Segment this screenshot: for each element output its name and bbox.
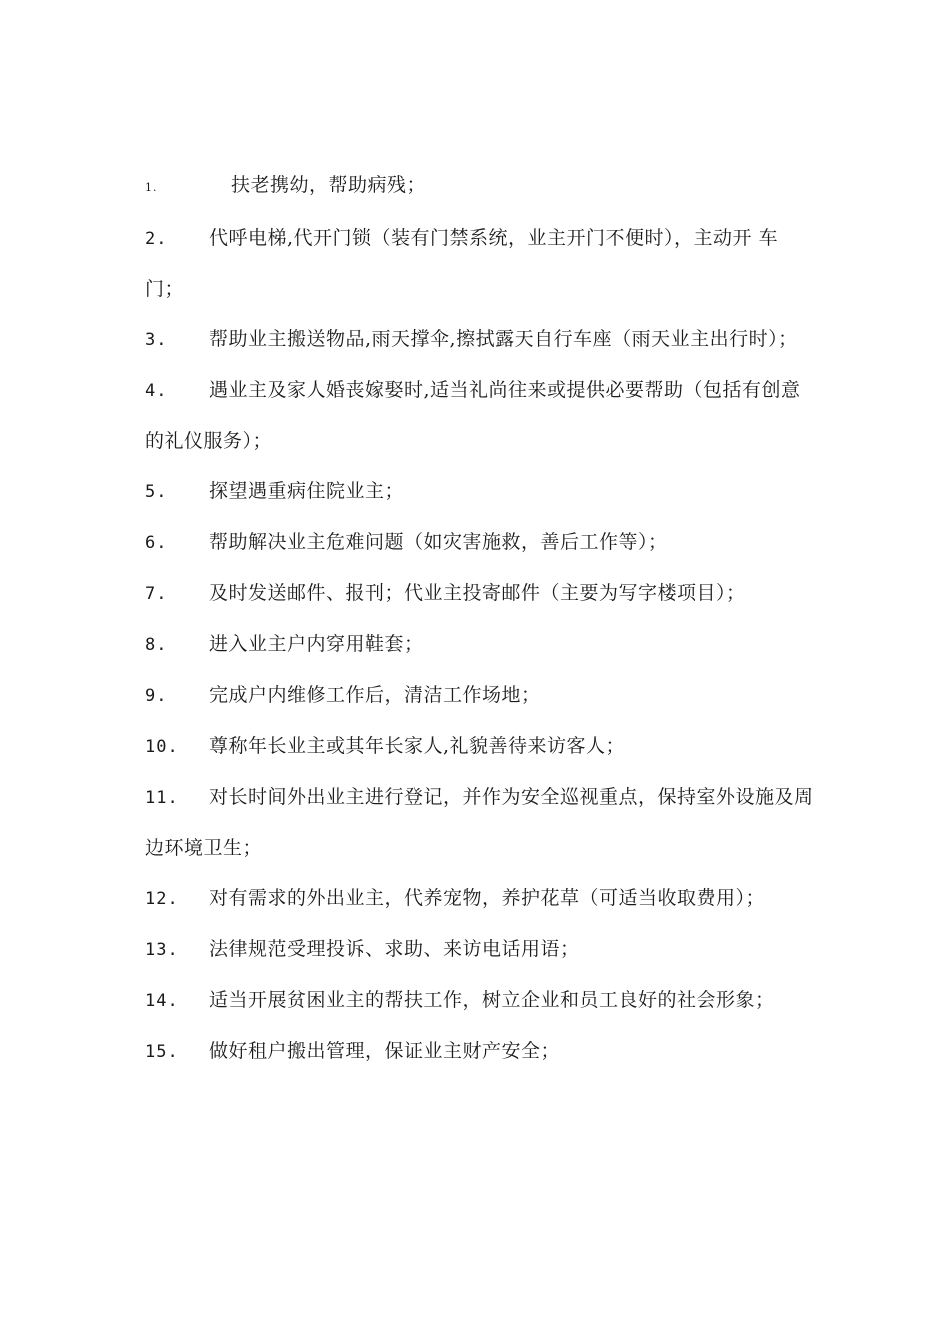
item-number: 7.: [145, 584, 168, 604]
list-item: [145, 772, 815, 873]
item-number: 11.: [145, 788, 179, 808]
list-item: [145, 160, 815, 213]
item-number: 5.: [145, 482, 168, 502]
item-number: 15.: [145, 1042, 179, 1062]
item-text: 代呼电梯,代开门锁（装有门禁系统，业主开门不便时），主动开 车门；: [145, 227, 779, 300]
item-text: 帮助解决业主危难问题（如灾害施救，善后工作等）；: [209, 531, 668, 553]
item-text: 完成户内维修工作后，清洁工作场地；: [209, 684, 541, 706]
item-number: 6.: [145, 533, 168, 553]
list-item: [145, 619, 815, 670]
item-number: 10.: [145, 737, 179, 757]
list-item: [145, 1026, 815, 1077]
list-item: [145, 975, 815, 1026]
item-text: 法律规范受理投诉、求助、来访电话用语；: [209, 938, 580, 960]
item-text: 扶老携幼，帮助病残；: [231, 174, 427, 196]
list-item: [145, 365, 815, 466]
list-item: [145, 721, 815, 772]
item-number: 14.: [145, 991, 179, 1011]
list-item: [145, 213, 815, 314]
list-item: [145, 517, 815, 568]
item-number: 12.: [145, 889, 179, 909]
item-text: 对有需求的外出业主，代养宠物，养护花草（可适当收取费用）；: [209, 887, 766, 909]
service-list: [145, 160, 815, 1077]
item-text: 适当开展贫困业主的帮扶工作，树立企业和员工良好的社会形象；: [209, 989, 775, 1011]
item-text: 对长时间外出业主进行登记，并作为安全巡视重点，保持室外设施及周边环境卫生；: [145, 786, 814, 859]
item-text: 做好租户搬出管理，保证业主财产安全；: [209, 1040, 561, 1062]
item-number: 4.: [145, 381, 168, 401]
item-text: 帮助业主搬送物品,雨天撑伞,擦拭露天自行车座（雨天业主出行时）；: [209, 328, 798, 350]
item-number: 8.: [145, 635, 168, 655]
item-text: 尊称年长业主或其年长家人,礼貌善待来访客人；: [209, 735, 626, 757]
list-item: [145, 670, 815, 721]
item-number: 9.: [145, 686, 168, 706]
item-text: 遇业主及家人婚丧嫁娶时,适当礼尚往来或提供必要帮助（包括有创意的礼仪服务）；: [145, 379, 801, 452]
item-text: 进入业主户内穿用鞋套；: [209, 633, 424, 655]
item-text: 及时发送邮件、报刊；代业主投寄邮件（主要为写字楼项目）；: [209, 582, 746, 604]
item-number: 1.: [145, 181, 158, 194]
list-item: [145, 466, 815, 517]
list-item: [145, 314, 815, 365]
list-item: [145, 568, 815, 619]
item-number: 3.: [145, 330, 168, 350]
item-number: 2.: [145, 229, 168, 249]
item-text: 探望遇重病住院业主；: [209, 480, 405, 502]
list-item: [145, 924, 815, 975]
list-item: [145, 873, 815, 924]
item-number: 13.: [145, 940, 179, 960]
